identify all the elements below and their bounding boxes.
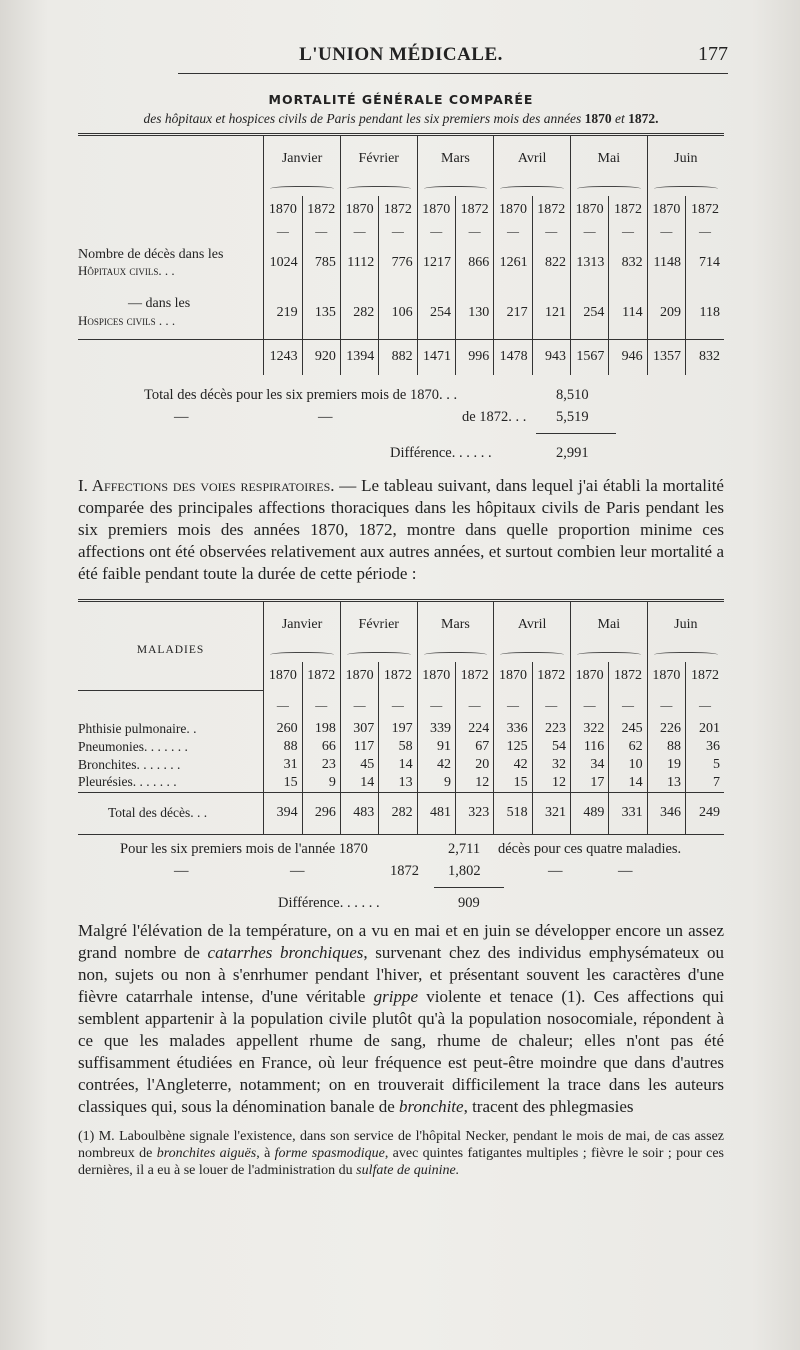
cell: 117 xyxy=(340,738,378,756)
difference-label: Différence. . . . . . xyxy=(390,445,492,461)
table-row xyxy=(78,738,724,756)
year-header: 1870 xyxy=(647,196,685,224)
cell: 336 xyxy=(494,720,532,738)
brace xyxy=(654,652,718,659)
cell: 489 xyxy=(570,792,608,834)
cell: 34 xyxy=(570,756,608,774)
row-label-sub: Hospices civils . . . xyxy=(78,312,176,328)
cell: 1567 xyxy=(570,339,608,375)
brace xyxy=(270,652,334,659)
cell: 36 xyxy=(686,738,725,756)
running-head xyxy=(78,0,728,65)
cell: 920 xyxy=(302,339,340,375)
cell: 19 xyxy=(647,756,685,774)
year-header: 1872 xyxy=(302,196,340,224)
month-header: Juin xyxy=(647,601,724,649)
cell: 209 xyxy=(647,287,685,339)
brace xyxy=(577,652,641,659)
total-1872-value: 5,519 xyxy=(556,409,589,425)
cell: 714 xyxy=(686,239,725,287)
section-title: MORTALITÉ GÉNÉRALE COMPARÉE xyxy=(268,92,534,107)
brace xyxy=(270,186,334,193)
mortality-table xyxy=(78,133,724,375)
cell: 217 xyxy=(494,287,532,339)
header-rule xyxy=(178,73,728,74)
subtitle-text: des hôpitaux et hospices civils de Paris pendant les six premiers mois des années xyxy=(143,111,582,126)
cell: 331 xyxy=(609,792,647,834)
cell: 518 xyxy=(494,792,532,834)
total-1870-label: Total des décès pour les six premiers mois de 1870. . . xyxy=(144,387,458,403)
cell: 23 xyxy=(302,756,340,774)
cell: 198 xyxy=(302,720,340,738)
paragraph-text: , survenant chez des individus emphysémateux ou non, sujets ou non à s'enrhumer pendant l'hiver, et présentant souvent les caractères d'une fièvre catarrhale intense, d'une véritable xyxy=(78,942,724,1006)
paragraph-respiratory xyxy=(78,475,724,585)
table-row-total xyxy=(78,339,724,375)
year-header: 1872 xyxy=(455,196,493,224)
cell: 58 xyxy=(379,738,417,756)
month-header: Avril xyxy=(494,135,571,183)
cell: 1148 xyxy=(647,239,685,287)
table-row xyxy=(78,756,724,774)
cell: 296 xyxy=(302,792,340,834)
year-header: 1870 xyxy=(340,196,378,224)
cell: 1357 xyxy=(647,339,685,375)
year-header: 1872 xyxy=(302,662,340,690)
total-label: Total des décès. . . xyxy=(78,792,264,834)
cell: 88 xyxy=(647,738,685,756)
cell: 130 xyxy=(455,287,493,339)
cell: 224 xyxy=(455,720,493,738)
row-label: Nombre de décès dans les xyxy=(78,246,224,262)
cell: 254 xyxy=(417,287,455,339)
total-1870-value: 8,510 xyxy=(556,387,589,403)
maladies-header: MALADIES xyxy=(136,644,205,656)
brace-row xyxy=(78,182,724,196)
year-header: 1870 xyxy=(417,196,455,224)
month-header: Février xyxy=(340,601,417,649)
footnote xyxy=(78,1128,724,1179)
cell: 13 xyxy=(379,774,417,792)
cell: 15 xyxy=(494,774,532,792)
section-subtitle xyxy=(78,111,724,127)
table-row xyxy=(78,774,724,792)
brace xyxy=(500,652,564,659)
cell: 88 xyxy=(264,738,302,756)
cell: 5 xyxy=(686,756,725,774)
ditto-mark: — xyxy=(174,862,189,879)
month-header: Avril xyxy=(494,601,571,649)
paragraph-emphasis: bronchite xyxy=(399,1096,464,1116)
disease-label: Pneumonies. . . . . . . xyxy=(78,738,188,754)
year-header: 1870 xyxy=(264,196,302,224)
cell: 201 xyxy=(686,720,725,738)
total-1872-label: de 1872. . . xyxy=(462,409,527,425)
ditto-mark: — xyxy=(174,409,189,425)
cell: 125 xyxy=(494,738,532,756)
cell: 483 xyxy=(340,792,378,834)
brace xyxy=(577,186,641,193)
row-label: — dans les xyxy=(128,296,191,312)
cell: 197 xyxy=(379,720,417,738)
brace xyxy=(424,186,488,193)
cell: 1112 xyxy=(340,239,378,287)
ditto-mark: — xyxy=(318,409,333,425)
paragraph-text: Malgré l'élévation de la température, on a vu en mai et en juin se développer encore un assez grand nombre de xyxy=(78,920,724,962)
year-header: 1872 xyxy=(609,662,647,690)
table-row-total xyxy=(78,792,724,834)
paragraph-catarrhes xyxy=(78,920,724,1118)
cell: 91 xyxy=(417,738,455,756)
cell: 45 xyxy=(340,756,378,774)
cell: 394 xyxy=(264,792,302,834)
cell: 9 xyxy=(417,774,455,792)
ditto-mark: — xyxy=(290,862,305,879)
table-row-hospices xyxy=(78,287,724,339)
cell: 135 xyxy=(302,287,340,339)
totals-block xyxy=(78,381,724,491)
cell: 66 xyxy=(302,738,340,756)
cell: 12 xyxy=(455,774,493,792)
paragraph-emphasis: grippe xyxy=(373,986,419,1006)
footnote-emphasis: forme spasmodique xyxy=(274,1145,385,1161)
ditto-mark: — xyxy=(548,862,563,879)
year-header: 1870 xyxy=(570,196,608,224)
cell: 785 xyxy=(302,239,340,287)
cell: 339 xyxy=(417,720,455,738)
cell: 116 xyxy=(570,738,608,756)
total-1872-value: 1,802 xyxy=(448,862,481,879)
cell: 1394 xyxy=(340,339,378,375)
month-header: Mai xyxy=(570,135,647,183)
cell: 13 xyxy=(647,774,685,792)
year-header-row xyxy=(78,662,724,690)
cell: 10 xyxy=(609,756,647,774)
brace xyxy=(347,186,411,193)
cell: 12 xyxy=(532,774,570,792)
disease-label: Pleurésies. . . . . . . xyxy=(78,774,177,790)
table-row xyxy=(78,720,724,738)
cell: 822 xyxy=(532,239,570,287)
month-header: Janvier xyxy=(264,601,341,649)
month-header: Janvier xyxy=(264,135,341,183)
cell: 943 xyxy=(532,339,570,375)
difference-value: 909 xyxy=(458,894,480,911)
year-header-row xyxy=(78,196,724,224)
subtitle-year-2: 1872. xyxy=(628,111,659,126)
difference-label: Différence. . . . . . xyxy=(278,894,380,911)
cell: 54 xyxy=(532,738,570,756)
total-1870-suffix: décès pour ces quatre maladies. xyxy=(498,840,682,857)
cell: 106 xyxy=(379,287,417,339)
cell: 996 xyxy=(455,339,493,375)
brace xyxy=(347,652,411,659)
cell: 254 xyxy=(570,287,608,339)
month-header-row xyxy=(78,601,724,649)
cell: 1243 xyxy=(264,339,302,375)
cell: 20 xyxy=(455,756,493,774)
cell: 1261 xyxy=(494,239,532,287)
year-header: 1870 xyxy=(264,662,302,690)
cell: 1313 xyxy=(570,239,608,287)
disease-label: Phthisie pulmonaire. . xyxy=(78,720,197,736)
cell: 307 xyxy=(340,720,378,738)
dash-row: — — — — — — — — — — — — xyxy=(78,690,724,720)
cell: 260 xyxy=(264,720,302,738)
cell: 42 xyxy=(494,756,532,774)
brace xyxy=(424,652,488,659)
cell: 346 xyxy=(647,792,685,834)
disease-label: Bronchites. . . . . . . xyxy=(78,756,181,772)
total-1870-label: Pour les six premiers mois de l'année 1870 xyxy=(120,840,368,857)
cell: 776 xyxy=(379,239,417,287)
cell: 481 xyxy=(417,792,455,834)
cell: 1471 xyxy=(417,339,455,375)
cell: 118 xyxy=(686,287,725,339)
year-header: 1872 xyxy=(379,196,417,224)
diseases-table xyxy=(78,599,724,835)
brace xyxy=(654,186,718,193)
month-header: Mars xyxy=(417,135,494,183)
total-1870-value: 2,711 xyxy=(448,840,481,857)
paragraph-text: violente et tenace (1). Ces affections qui semblent appartenir à la population civile plutôt qu'à la population nosocomiale, répondent à ce que les malades appellent rhume de sang, rhume de chaleur; elles n'ont pas été suffisamment étudiées en France, où leur fréquence est peut-être moindre que dans d'autres contrées, l'Angleterre, notamment; on en trouverait difficilement la trace dans les auteurs classiques qui, sous la dénomination banale de xyxy=(78,986,724,1116)
total-1872-year: 1872 xyxy=(390,862,419,879)
cell: 249 xyxy=(686,792,725,834)
year-header: 1872 xyxy=(532,196,570,224)
cell: 14 xyxy=(609,774,647,792)
cell: 323 xyxy=(455,792,493,834)
difference-value: 2,991 xyxy=(556,445,589,461)
cell: 62 xyxy=(609,738,647,756)
cell: 15 xyxy=(264,774,302,792)
cell: 832 xyxy=(609,239,647,287)
footnote-text: , avec quintes fatigantes multiples ; fièvre le soir ; pour ces dernières, il a eu à se louer de l'administration du xyxy=(78,1145,724,1178)
year-header: 1872 xyxy=(455,662,493,690)
totals-block-2 xyxy=(78,835,724,920)
cell: 14 xyxy=(340,774,378,792)
year-header: 1870 xyxy=(340,662,378,690)
dash-row: — — — — — — — — — — — — xyxy=(78,224,724,239)
cell: 226 xyxy=(647,720,685,738)
year-header: 1872 xyxy=(686,196,725,224)
cell: 17 xyxy=(570,774,608,792)
year-header: 1872 xyxy=(686,662,725,690)
paragraph-lead: I. Affections des voies respiratoires. xyxy=(78,476,335,495)
footnote-text: , à xyxy=(256,1145,275,1161)
table-row-hopitaux xyxy=(78,239,724,287)
cell: 67 xyxy=(455,738,493,756)
year-header: 1870 xyxy=(647,662,685,690)
paragraph-text: , tracent des phlegmasies xyxy=(463,1096,634,1116)
cell: 223 xyxy=(532,720,570,738)
cell: 31 xyxy=(264,756,302,774)
year-header: 1872 xyxy=(609,196,647,224)
month-header: Juin xyxy=(647,135,724,183)
footnote-emphasis: bronchites aiguës xyxy=(156,1145,257,1161)
paragraph-emphasis: catarrhes bronchiques xyxy=(207,942,364,962)
paragraph-text: — Le tableau suivant, dans lequel j'ai établi la mortalité comparée des principales affections thoraciques dans les hôpitaux civils de Paris pendant les six premiers mois des années 1870, 1872, montre dans quelle proportion minime ces affections ont été observées relativement aux autres années, et surtout combien leur mortalité a été faible pendant toute la durée de cette période : xyxy=(78,476,724,583)
cell: 1024 xyxy=(264,239,302,287)
ditto-mark: — xyxy=(618,862,633,879)
month-header-row xyxy=(78,135,724,183)
cell: 882 xyxy=(379,339,417,375)
cell: 219 xyxy=(264,287,302,339)
year-header: 1870 xyxy=(494,662,532,690)
cell: 322 xyxy=(570,720,608,738)
subtitle-conj: et xyxy=(615,111,625,126)
cell: 866 xyxy=(455,239,493,287)
cell: 121 xyxy=(532,287,570,339)
month-header: Mars xyxy=(417,601,494,649)
page-number: 177 xyxy=(698,43,728,65)
cell: 946 xyxy=(609,339,647,375)
cell: 245 xyxy=(609,720,647,738)
year-header: 1870 xyxy=(494,196,532,224)
row-label-sub: Hôpitaux civils. . . xyxy=(78,263,175,278)
cell: 14 xyxy=(379,756,417,774)
year-header: 1870 xyxy=(417,662,455,690)
year-header: 1870 xyxy=(570,662,608,690)
footnote-text: (1) M. Laboulbène signale l'existence, dans son service de l'hôpital Necker, pendant le mois de mai, de cas assez nombreux de xyxy=(78,1128,724,1161)
cell: 7 xyxy=(686,774,725,792)
month-header: Février xyxy=(340,135,417,183)
cell: 114 xyxy=(609,287,647,339)
cell: 282 xyxy=(379,792,417,834)
cell: 321 xyxy=(532,792,570,834)
brace xyxy=(500,186,564,193)
year-header: 1872 xyxy=(379,662,417,690)
year-header: 1872 xyxy=(532,662,570,690)
cell: 282 xyxy=(340,287,378,339)
cell: 42 xyxy=(417,756,455,774)
cell: 9 xyxy=(302,774,340,792)
footnote-emphasis: sulfate de quinine. xyxy=(356,1162,460,1178)
subtitle-year-1: 1870 xyxy=(584,111,612,126)
cell: 1217 xyxy=(417,239,455,287)
cell: 832 xyxy=(686,339,725,375)
month-header: Mai xyxy=(570,601,647,649)
journal-title: L'UNION MÉDICALE. xyxy=(299,44,503,65)
cell: 1478 xyxy=(494,339,532,375)
cell: 32 xyxy=(532,756,570,774)
